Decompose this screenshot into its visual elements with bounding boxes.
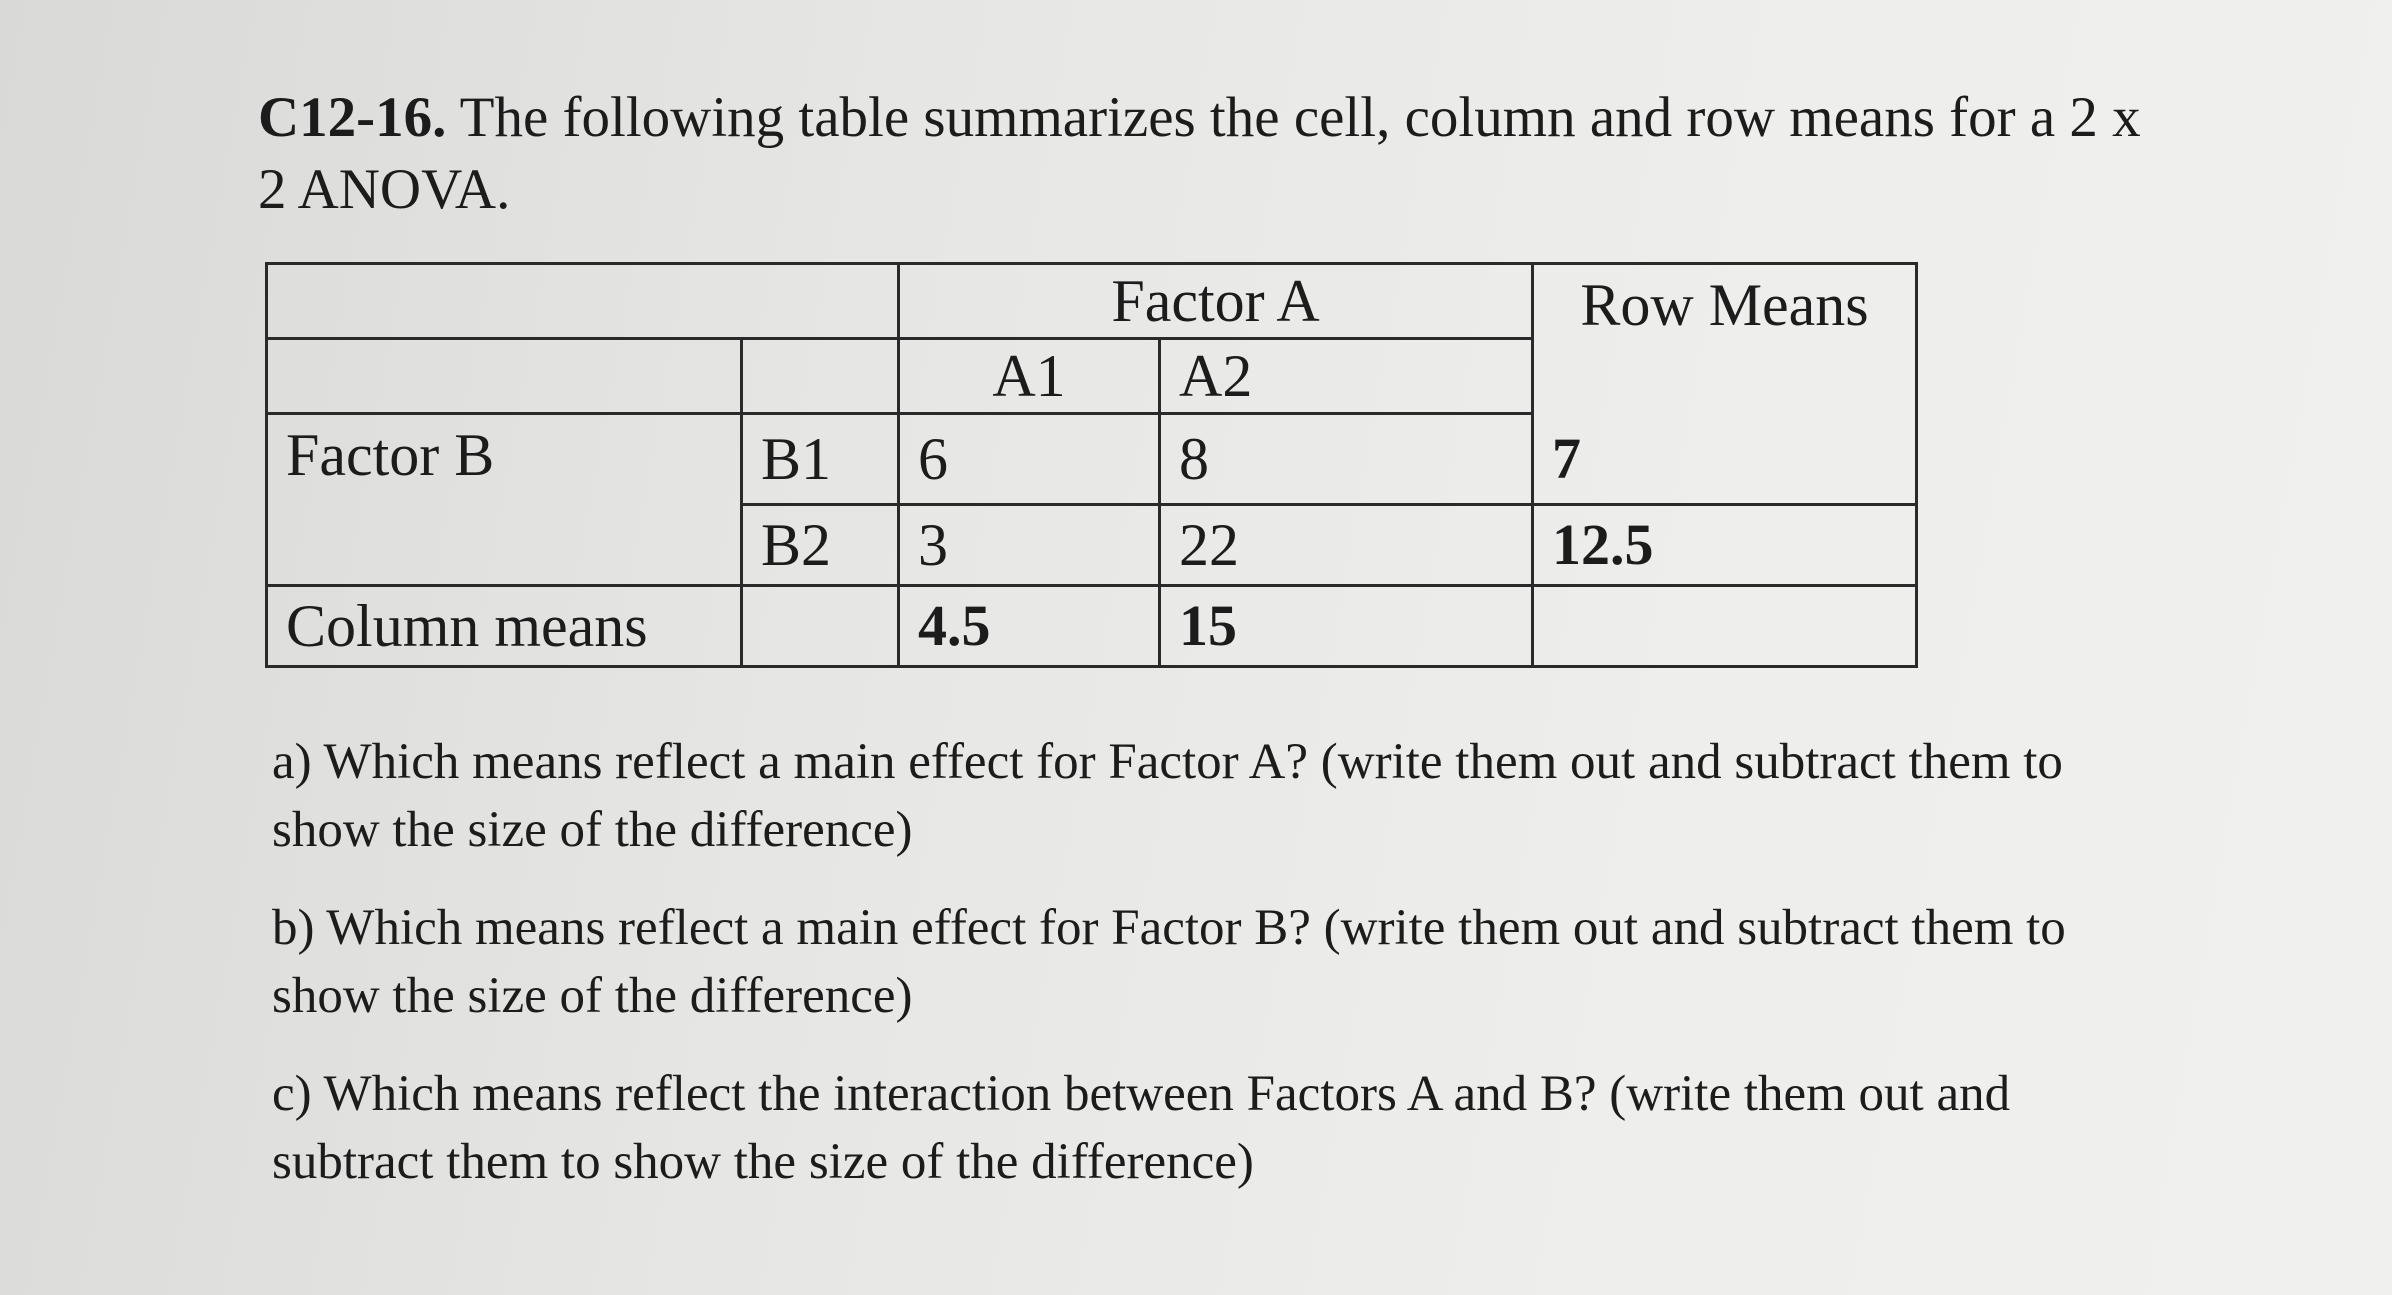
a2-header: A2 xyxy=(1160,339,1533,414)
cell-b2-a2: 22 xyxy=(1160,505,1533,586)
row-means-header: Row Means xyxy=(1533,264,1917,414)
cell-b1-a2: 8 xyxy=(1160,414,1533,505)
column-means-label: Column means xyxy=(267,586,742,667)
table-row xyxy=(267,505,1917,586)
question-list xyxy=(272,728,2122,1226)
cell-b2-a1: 3 xyxy=(899,505,1160,586)
blank-cell xyxy=(1533,586,1917,667)
problem-statement xyxy=(258,82,2178,226)
a1-header: A1 xyxy=(899,339,1160,414)
question-a: a) Which means reflect a main effect for Factor A? (write them out and subtract them to show the size of the difference) xyxy=(272,734,2063,858)
row-mean-b2: 12.5 xyxy=(1533,505,1917,586)
b2-label: B2 xyxy=(742,505,899,586)
cell-b1-a1: 6 xyxy=(899,414,1160,505)
factor-a-header: Factor A xyxy=(899,264,1533,339)
problem-text: The following table summarizes the cell, column and row means for a 2 x 2 ANOVA. xyxy=(258,86,2141,221)
anova-means-table xyxy=(265,262,1918,668)
table-header-row xyxy=(267,264,1917,339)
blank-cell xyxy=(267,505,742,586)
factor-b-label: Factor B xyxy=(267,414,742,505)
col-mean-a2: 15 xyxy=(1160,586,1533,667)
col-mean-a1: 4.5 xyxy=(899,586,1160,667)
blank-cell xyxy=(742,586,899,667)
b1-label: B1 xyxy=(742,414,899,505)
row-mean-b1: 7 xyxy=(1533,414,1917,505)
blank-cell xyxy=(742,339,899,414)
table-row xyxy=(267,414,1917,505)
question-b: b) Which means reflect a main effect for Factor B? (write them out and subtract them to show the size of the difference) xyxy=(272,900,2066,1024)
blank-cell xyxy=(267,264,899,339)
problem-number: C12-16. xyxy=(258,86,447,149)
blank-cell xyxy=(267,339,742,414)
question-c: c) Which means reflect the interaction between Factors A and B? (write them out and subtract them to show the size of the difference) xyxy=(272,1066,2011,1190)
column-means-row xyxy=(267,586,1917,667)
